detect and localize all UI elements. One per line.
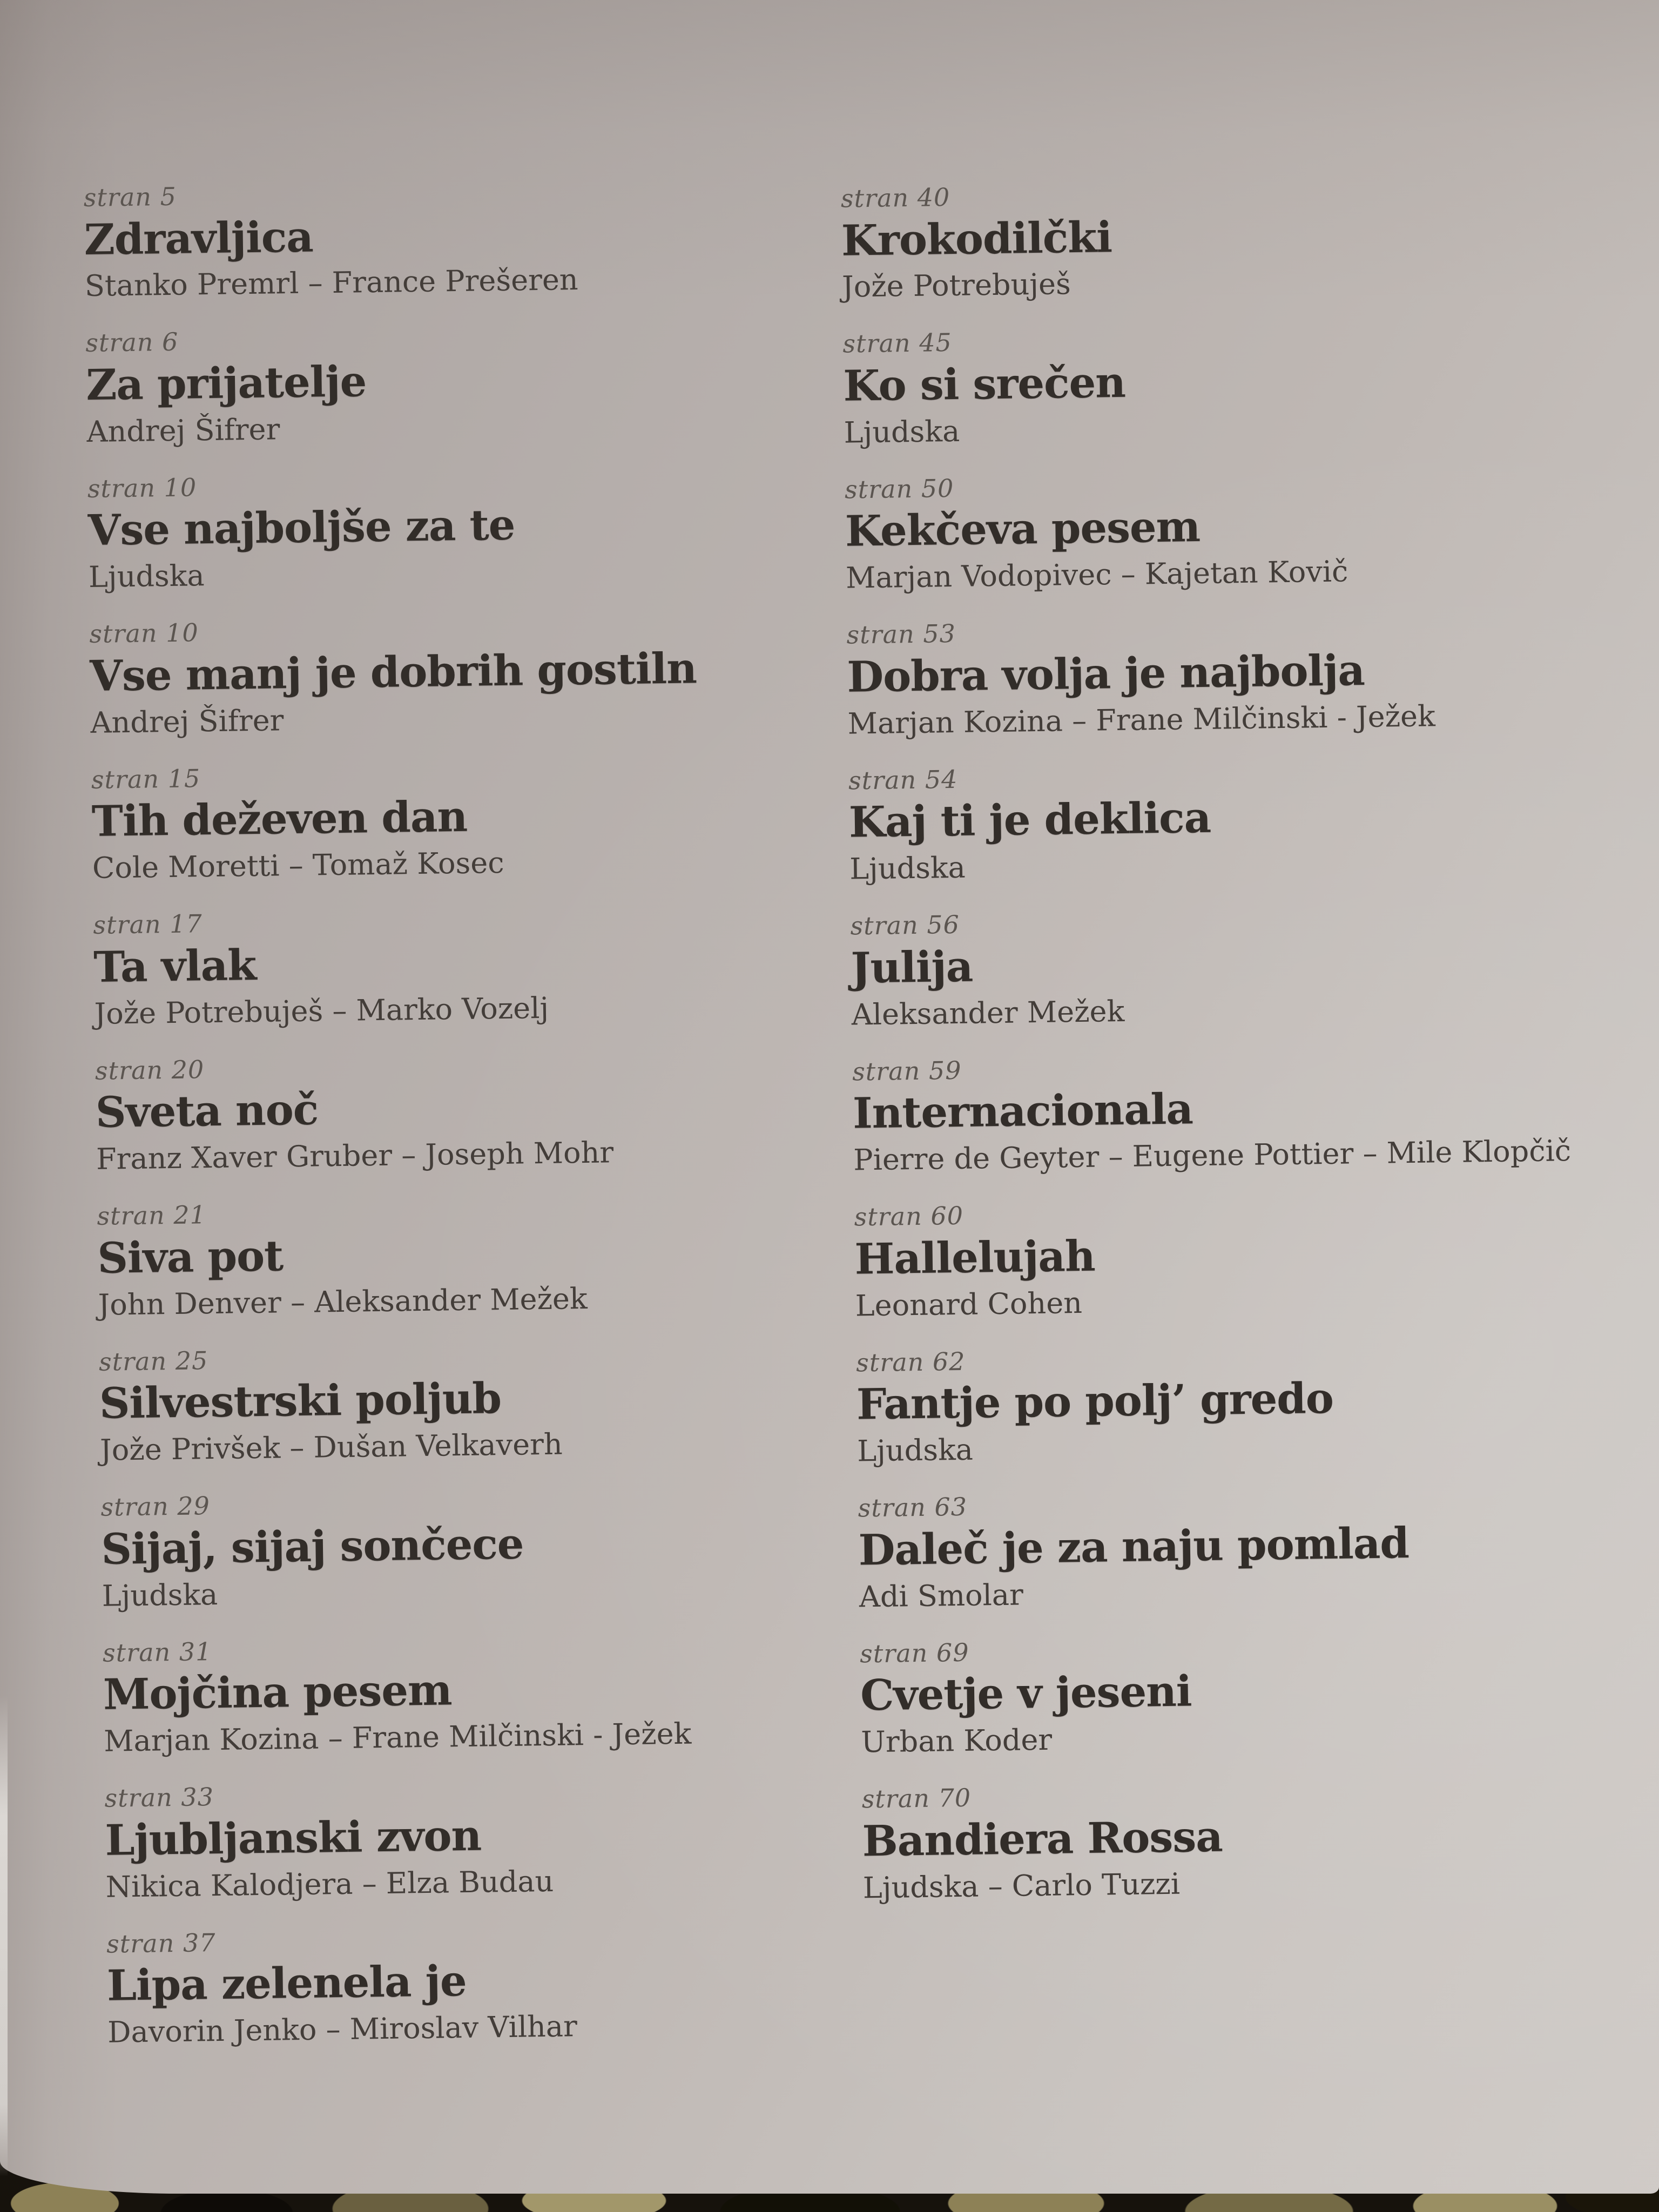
entry-title: Hallelujah — [854, 1231, 1096, 1284]
entry-title: Ljubljanski zvon — [105, 1811, 482, 1865]
entry-authors: Ljudska — [88, 558, 205, 595]
entry-authors: Marjan Kozina – Frane Milčinski - Ježek — [847, 699, 1436, 741]
entry-title: Sveta noč — [95, 1085, 319, 1138]
toc-entry — [848, 755, 1659, 888]
toc-entry — [97, 1191, 838, 1324]
entry-title: Ta vlak — [93, 940, 257, 992]
entry-title: Vse najboljše za te — [87, 501, 515, 556]
entry-page-ref: stran 15 — [91, 764, 201, 794]
toc-entry — [95, 1046, 837, 1178]
entry-title: Dobra volja je najbolja — [846, 645, 1365, 702]
toc-column-left — [83, 173, 848, 2074]
entry-page-ref: stran 50 — [844, 473, 954, 504]
entry-authors: Marjan Vodopivec – Kajetan Kovič — [845, 554, 1348, 595]
toc-entry — [87, 464, 828, 596]
toc-entry — [83, 173, 825, 305]
entry-page-ref: stran 31 — [102, 1636, 212, 1668]
toc-entry — [103, 1628, 844, 1761]
entry-page-ref: stran 53 — [846, 619, 956, 650]
entry-authors: Pierre de Geyter – Eugene Pottier – Mile Klopčič — [853, 1134, 1572, 1177]
entry-authors: Aleksander Mežek — [851, 994, 1125, 1032]
entry-title: Daleč je za naju pomlad — [858, 1518, 1410, 1575]
toc-entry — [842, 318, 1659, 451]
entry-title: Kaj ti je deklica — [848, 793, 1211, 847]
entry-authors: John Denver – Aleksander Mežek — [98, 1281, 588, 1322]
toc-entry — [845, 464, 1659, 597]
entry-title: Za prijatelje — [85, 357, 367, 410]
entry-authors: Urban Koder — [860, 1722, 1053, 1759]
toc-entry — [99, 1337, 840, 1469]
entry-authors: Franz Xaver Gruber – Joseph Mohr — [96, 1135, 614, 1177]
entry-authors: Stanko Premrl – France Prešeren — [84, 262, 579, 304]
entry-title: Internacionala — [852, 1084, 1193, 1138]
entry-title: Cvetje v jeseni — [860, 1667, 1192, 1721]
entry-authors: Marjan Kozina – Frane Milčinski - Ježek — [103, 1716, 692, 1758]
entry-authors: Cole Moretti – Tomaž Kosec — [92, 846, 504, 886]
entry-authors: Ljudska — [844, 414, 960, 450]
toc-entry — [858, 1482, 1659, 1616]
entry-authors: Jože Potrebuješ – Marko Vozelj — [94, 990, 549, 1031]
toc-entry — [85, 319, 827, 451]
entry-title: Lipa zelenela je — [106, 1957, 467, 2011]
toc-entry — [104, 1773, 846, 1906]
entry-page-ref: stran 10 — [87, 473, 197, 503]
entry-title: Bandiera Rossa — [862, 1812, 1223, 1866]
toc-entry — [89, 609, 831, 741]
entry-authors: Adi Smolar — [859, 1577, 1024, 1614]
toc-column-right — [841, 173, 1659, 1930]
entry-page-ref: stran 20 — [95, 1055, 205, 1085]
entry-page-ref: stran 69 — [859, 1637, 969, 1669]
entry-authors: Ljudska — [857, 1432, 974, 1468]
entry-page-ref: stran 37 — [106, 1927, 216, 1959]
entry-authors: Jože Privšek – Dušan Velkaverh — [99, 1427, 563, 1467]
entry-page-ref: stran 17 — [93, 909, 203, 940]
entry-page-ref: stran 29 — [100, 1491, 211, 1522]
toc-entry — [856, 1337, 1659, 1471]
entry-title: Sijaj, sijaj sončece — [100, 1519, 524, 1574]
entry-page-ref: stran 40 — [840, 183, 950, 213]
toc-entry — [841, 173, 1658, 306]
entry-title: Ko si srečen — [842, 358, 1126, 411]
entry-authors: Andrej Šifrer — [90, 703, 284, 740]
toc-entry — [91, 755, 833, 887]
entry-authors: Davorin Jenko – Miroslav Vilhar — [107, 2009, 578, 2049]
entry-authors: Jože Potrebuješ — [841, 267, 1071, 304]
entry-page-ref: stran 62 — [855, 1346, 966, 1378]
entry-page-ref: stran 25 — [98, 1346, 208, 1377]
entry-title: Silvestrski poljub — [99, 1374, 502, 1429]
entry-title: Vse manj je dobrih gostiln — [89, 644, 697, 701]
entry-authors: Nikica Kalodjera – Elza Budau — [105, 1864, 554, 1904]
entry-authors: Ljudska — [849, 850, 966, 886]
entry-authors: Ljudska — [102, 1577, 218, 1613]
entry-page-ref: stran 10 — [89, 618, 199, 649]
page-stack-edge — [0, 1696, 8, 2176]
entry-page-ref: stran 33 — [104, 1782, 214, 1813]
entry-title: Siva pot — [97, 1231, 284, 1283]
entry-page-ref: stran 60 — [854, 1201, 964, 1232]
toc-entry — [850, 900, 1659, 1034]
entry-page-ref: stran 45 — [842, 328, 953, 359]
toc-entry — [106, 1919, 848, 2052]
entry-title: Tih deževen dan — [91, 792, 468, 847]
entry-page-ref: stran 54 — [848, 764, 958, 795]
entry-page-ref: stran 21 — [97, 1200, 207, 1231]
entry-authors: Leonard Cohen — [855, 1285, 1083, 1323]
entry-page-ref: stran 63 — [858, 1492, 968, 1523]
toc-entry — [860, 1628, 1659, 1762]
entry-page-ref: stran 70 — [861, 1783, 972, 1814]
entry-title: Zdravljica — [84, 212, 314, 265]
toc-entry — [861, 1773, 1659, 1907]
entry-page-ref: stran 56 — [850, 910, 960, 941]
entry-title: Kekčeva pesem — [845, 502, 1201, 557]
entry-title: Fantje po polj’ gredo — [856, 1374, 1334, 1429]
entry-page-ref: stran 5 — [83, 181, 177, 213]
entry-authors: Ljudska – Carlo Tuzzi — [862, 1866, 1181, 1905]
toc-entry — [93, 900, 834, 1033]
entry-title: Krokodilčki — [841, 212, 1112, 266]
entry-title: Julija — [851, 942, 973, 993]
entry-authors: Andrej Šifrer — [86, 412, 280, 449]
toc-entry — [846, 609, 1659, 743]
entry-page-ref: stran 59 — [852, 1055, 962, 1087]
entry-title: Mojčina pesem — [103, 1665, 452, 1720]
toc-entry — [852, 1046, 1659, 1179]
entry-page-ref: stran 6 — [85, 327, 179, 358]
toc-entry — [100, 1482, 842, 1615]
toc-entry — [854, 1191, 1659, 1325]
